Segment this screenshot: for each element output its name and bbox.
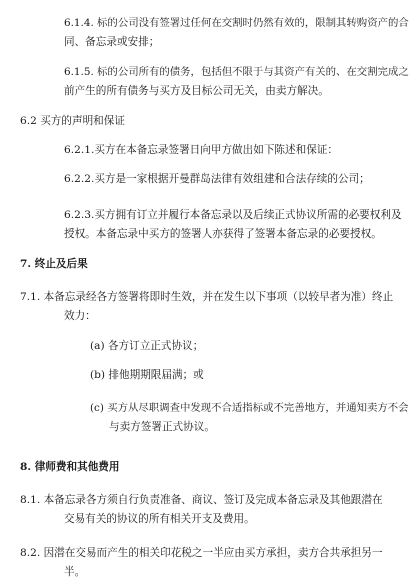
clause-7-1-line-1: 7.1. 本备忘录经各方签署将即时生效，并在发生以下事项（以较早者为准）终止 [20, 291, 394, 303]
clause-8-1-line-2: 交易有关的协议的所有相关开支及费用。 [64, 513, 255, 525]
section-6-2-heading: 6.2 买方的声明和保证 [20, 115, 125, 127]
clause-6-1-5-line-1: 6.1.5. 标的公司所有的债务，包括但不限于与其资产有关的、在交割完成之 [64, 66, 409, 78]
item-c-line-2: 与卖方签署正式协议。 [109, 421, 215, 433]
clause-8-2-line-2: 半。 [64, 566, 86, 578]
clause-8-2-line-1: 8.2. 因潜在交易而产生的相关印花税之一半应由买方承担，卖方合共承担另一 [20, 547, 383, 559]
item-b: (b) 排他期期限届满；或 [90, 369, 204, 381]
section-7-heading: 7. 终止及后果 [20, 258, 88, 270]
clause-6-1-5-line-2: 前产生的所有债务与买方及目标公司无关，由卖方解决。 [64, 85, 329, 97]
clause-6-2-3-line-1: 6.2.3.买方拥有订立并履行本备忘录以及后续正式协议所需的必要权利及 [64, 209, 402, 221]
clause-6-1-4-line-1: 6.1.4. 标的公司没有签署过任何在交割时仍然有效的，限制其转购资产的合 [64, 17, 409, 29]
item-c-line-1: (c) 买方从尽职调查中发现不合适指标或不完善地方，并通知卖方不会 [90, 402, 409, 414]
section-8-heading: 8. 律师费和其他费用 [20, 461, 120, 473]
clause-6-1-4-line-2: 同、备忘录或安排； [64, 36, 160, 48]
item-a: (a) 各方订立正式协议； [90, 340, 204, 352]
clause-6-2-1: 6.2.1.买方在本备忘录签署日向甲方做出如下陈述和保证： [64, 144, 338, 156]
clause-7-1-line-2: 效力： [64, 310, 96, 322]
clause-8-1-line-1: 8.1. 本备忘录各方须自行负责准备、商议、签订及完成本备忘录及其他跟潜在 [20, 494, 383, 506]
clause-6-2-3-line-2: 授权。本备忘录中买方的签署人亦获得了签署本备忘录的必要授权。 [64, 228, 382, 240]
clause-6-2-2: 6.2.2.买方是一家根据开曼群岛法律有效组建和合法存续的公司； [64, 173, 370, 185]
